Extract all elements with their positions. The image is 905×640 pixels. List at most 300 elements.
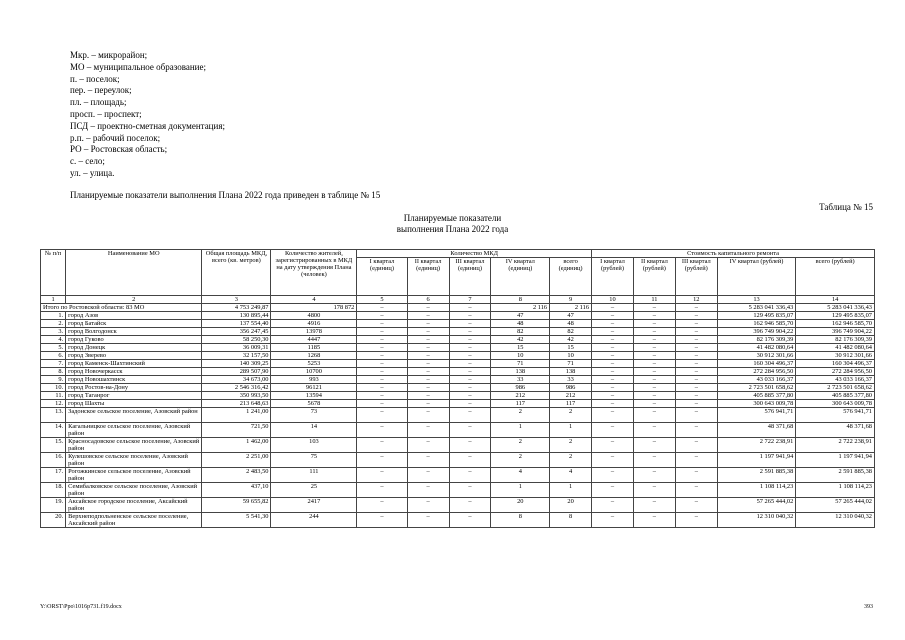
row-residents: 10700: [271, 368, 357, 376]
table-row: [41, 400, 875, 408]
row-q1-units: –: [357, 384, 407, 392]
row-area: 32 157,50: [202, 352, 271, 360]
table-row: [41, 483, 875, 498]
header-mkd-group: Количество МКД: [357, 250, 592, 258]
header-q2-units: II квартал (единиц): [407, 258, 449, 296]
row-q1-units: –: [357, 438, 407, 453]
total-cell: 2 116: [491, 304, 550, 312]
row-q3-units: –: [449, 344, 491, 352]
row-q2-units: –: [407, 320, 449, 328]
title-line-2: выполнения Плана 2022 года: [396, 224, 509, 234]
row-q3-units: –: [449, 352, 491, 360]
row-q3-rub: –: [675, 468, 717, 483]
row-num: 11.: [41, 392, 66, 400]
row-q2-units: –: [407, 392, 449, 400]
row-q1-units: –: [357, 344, 407, 352]
row-q3-units: –: [449, 376, 491, 384]
abbreviation-item: просп. – проспект;: [70, 108, 142, 119]
row-area: 36 009,31: [202, 344, 271, 352]
table-row: [41, 468, 875, 483]
row-num: 2.: [41, 320, 66, 328]
row-q3-units: –: [449, 384, 491, 392]
row-q3-units: –: [449, 498, 491, 513]
row-q1-rub: –: [592, 392, 634, 400]
abbreviation-item: п. – поселок;: [70, 73, 120, 84]
row-area: 437,10: [202, 483, 271, 498]
total-cell: 5 283 041 336,43: [796, 304, 875, 312]
row-area: 137 554,40: [202, 320, 271, 328]
row-q3-rub: –: [675, 400, 717, 408]
row-q2-rub: –: [633, 408, 675, 423]
row-total-rub: 57 265 444,02: [796, 498, 875, 513]
row-residents: 103: [271, 438, 357, 453]
row-total-units: 2: [550, 408, 592, 423]
table-row: [41, 453, 875, 468]
row-total-units: 2: [550, 438, 592, 453]
abbreviation-item: с. – село;: [70, 156, 105, 167]
column-number: 5: [357, 296, 407, 304]
row-num: 13.: [41, 408, 66, 423]
row-q3-rub: –: [675, 408, 717, 423]
row-total-units: 138: [550, 368, 592, 376]
row-total-units: 10: [550, 352, 592, 360]
row-mo-name: город Азов: [66, 312, 202, 320]
row-mo-name: город Новочеркасск: [66, 368, 202, 376]
intro-text: Планируемые показатели выполнения Плана 2022 года приведен в таблице № 15: [70, 190, 381, 200]
row-num: 7.: [41, 360, 66, 368]
row-area: 130 895,44: [202, 312, 271, 320]
row-total-rub: 30 912 301,66: [796, 352, 875, 360]
row-q1-rub: –: [592, 423, 634, 438]
row-total-rub: 12 310 040,32: [796, 513, 875, 528]
row-q4-units: 986: [491, 384, 550, 392]
table-row: [41, 352, 875, 360]
row-mo-name: Рогожкинское сельское поселение, Азовский район: [66, 468, 202, 483]
row-q3-rub: –: [675, 336, 717, 344]
column-number: 9: [550, 296, 592, 304]
row-q1-rub: –: [592, 312, 634, 320]
table-number: Таблица № 15: [819, 202, 873, 212]
row-mo-name: город Зверево: [66, 352, 202, 360]
row-total-rub: 48 371,68: [796, 423, 875, 438]
row-q1-units: –: [357, 336, 407, 344]
row-q4-units: 48: [491, 320, 550, 328]
row-total-units: 47: [550, 312, 592, 320]
row-total-units: 20: [550, 498, 592, 513]
row-mo-name: Кулешовское сельское поселение, Азовский район: [66, 453, 202, 468]
row-area: 2 483,50: [202, 468, 271, 483]
row-q1-rub: –: [592, 438, 634, 453]
page-number: 393: [864, 604, 873, 610]
row-q4-units: 138: [491, 368, 550, 376]
row-q1-units: –: [357, 513, 407, 528]
header-area: Общая площадь МКД, всего (кв. метров): [202, 250, 271, 296]
row-q2-units: –: [407, 384, 449, 392]
row-q4-rub: 41 482 080,64: [717, 344, 796, 352]
column-number: 1: [41, 296, 66, 304]
header-q3-units: III квартал (единиц): [449, 258, 491, 296]
row-residents: 25: [271, 483, 357, 498]
row-q1-units: –: [357, 320, 407, 328]
abbreviation-item: пл. – площадь;: [70, 97, 127, 108]
plan-table: [40, 249, 875, 528]
row-area: 721,50: [202, 423, 271, 438]
table-row: [41, 312, 875, 320]
table-row: [41, 344, 875, 352]
row-area: 2 251,00: [202, 453, 271, 468]
row-q2-rub: –: [633, 360, 675, 368]
row-q1-rub: –: [592, 513, 634, 528]
row-total-rub: 2 723 501 658,62: [796, 384, 875, 392]
row-q4-units: 82: [491, 328, 550, 336]
row-residents: 13594: [271, 392, 357, 400]
abbreviation-item: МО – муниципальное образование;: [70, 61, 206, 72]
row-q4-rub: 160 304 496,37: [717, 360, 796, 368]
row-q4-rub: 48 371,68: [717, 423, 796, 438]
row-q1-units: –: [357, 400, 407, 408]
row-q2-rub: –: [633, 392, 675, 400]
total-cell: 178 872: [271, 304, 357, 312]
row-total-units: 1: [550, 483, 592, 498]
row-q2-rub: –: [633, 336, 675, 344]
header-num: № п/п: [41, 250, 66, 296]
row-total-rub: 576 941,71: [796, 408, 875, 423]
abbreviation-item: р.п. – рабочий поселок;: [70, 132, 161, 143]
row-q2-units: –: [407, 328, 449, 336]
header-cost-group: Стоимость капитального ремонта: [592, 250, 875, 258]
table-row: [41, 328, 875, 336]
table-row: [41, 360, 875, 368]
row-q1-units: –: [357, 468, 407, 483]
row-q4-rub: 30 912 301,66: [717, 352, 796, 360]
row-q2-rub: –: [633, 513, 675, 528]
row-q3-units: –: [449, 453, 491, 468]
header-mo: Наименование МО: [66, 250, 202, 296]
row-area: 2 546 316,42: [202, 384, 271, 392]
row-q4-rub: 2 723 501 658,62: [717, 384, 796, 392]
abbreviation-item: Мкр. – микрорайон;: [70, 50, 148, 60]
row-q4-units: 117: [491, 400, 550, 408]
row-q2-units: –: [407, 400, 449, 408]
row-q4-units: 42: [491, 336, 550, 344]
row-total-rub: 82 176 309,39: [796, 336, 875, 344]
row-q3-units: –: [449, 320, 491, 328]
row-residents: 75: [271, 453, 357, 468]
row-q3-units: –: [449, 423, 491, 438]
table-row: [41, 368, 875, 376]
row-area: 1 241,00: [202, 408, 271, 423]
row-q1-units: –: [357, 352, 407, 360]
header-q4-rub: IV квартал (рублей): [717, 258, 796, 296]
total-cell: 4 753 249,87: [202, 304, 271, 312]
row-q1-rub: –: [592, 328, 634, 336]
column-number: 12: [675, 296, 717, 304]
row-residents: 993: [271, 376, 357, 384]
row-q3-rub: –: [675, 483, 717, 498]
table-row: [41, 513, 875, 528]
row-total-rub: 405 885 377,80: [796, 392, 875, 400]
row-q4-units: 2: [491, 453, 550, 468]
row-q1-rub: –: [592, 400, 634, 408]
row-mo-name: город Новошахтинск: [66, 376, 202, 384]
row-residents: 4800: [271, 312, 357, 320]
abbreviation-item: ПСД – проектно-сметная документация;: [70, 120, 225, 131]
row-num: 4.: [41, 336, 66, 344]
row-q3-rub: –: [675, 384, 717, 392]
row-q2-rub: –: [633, 352, 675, 360]
table-row: [41, 336, 875, 344]
row-q2-units: –: [407, 336, 449, 344]
row-q2-rub: –: [633, 498, 675, 513]
row-q4-rub: 405 885 377,80: [717, 392, 796, 400]
row-q1-units: –: [357, 312, 407, 320]
row-q3-units: –: [449, 360, 491, 368]
row-total-units: 82: [550, 328, 592, 336]
row-q3-rub: –: [675, 352, 717, 360]
row-mo-name: Задонское сельское поселение, Азовский район: [66, 408, 202, 423]
row-residents: 1268: [271, 352, 357, 360]
row-q1-rub: –: [592, 336, 634, 344]
abbreviations-list: [70, 50, 225, 180]
row-q2-units: –: [407, 483, 449, 498]
row-total-units: 8: [550, 513, 592, 528]
row-mo-name: город Гуково: [66, 336, 202, 344]
row-mo-name: город Волгодонск: [66, 328, 202, 336]
row-q1-units: –: [357, 360, 407, 368]
row-q3-units: –: [449, 328, 491, 336]
row-q4-units: 2: [491, 438, 550, 453]
row-area: 356 247,45: [202, 328, 271, 336]
header-q1-units: I квартал (единиц): [357, 258, 407, 296]
row-mo-name: город Батайск: [66, 320, 202, 328]
row-num: 20.: [41, 513, 66, 528]
row-area: 140 309,25: [202, 360, 271, 368]
row-q3-rub: –: [675, 328, 717, 336]
header-q1-rub: I квартал (рублей): [592, 258, 634, 296]
title-line-1: Планируемые показатели: [403, 213, 502, 223]
row-total-rub: 2 722 238,91: [796, 438, 875, 453]
row-q4-rub: 1 197 941,94: [717, 453, 796, 468]
table-row: [41, 423, 875, 438]
row-residents: 5253: [271, 360, 357, 368]
header-q2-rub: II квартал (рублей): [633, 258, 675, 296]
row-q1-rub: –: [592, 384, 634, 392]
table-row: [41, 438, 875, 453]
row-q1-units: –: [357, 423, 407, 438]
row-q1-rub: –: [592, 453, 634, 468]
column-number: 3: [202, 296, 271, 304]
row-area: 213 648,63: [202, 400, 271, 408]
row-total-units: 986: [550, 384, 592, 392]
row-residents: 14: [271, 423, 357, 438]
row-q3-units: –: [449, 408, 491, 423]
column-number: 14: [796, 296, 875, 304]
row-q4-units: 10: [491, 352, 550, 360]
row-q4-units: 212: [491, 392, 550, 400]
row-q3-rub: –: [675, 423, 717, 438]
row-q2-rub: –: [633, 453, 675, 468]
row-q2-units: –: [407, 344, 449, 352]
column-number: 7: [449, 296, 491, 304]
row-residents: 96121: [271, 384, 357, 392]
row-q1-rub: –: [592, 352, 634, 360]
row-num: 15.: [41, 438, 66, 453]
row-mo-name: город Таганрог: [66, 392, 202, 400]
row-q2-units: –: [407, 368, 449, 376]
row-residents: 4447: [271, 336, 357, 344]
row-num: 19.: [41, 498, 66, 513]
row-q2-rub: –: [633, 344, 675, 352]
row-q2-rub: –: [633, 320, 675, 328]
row-q1-rub: –: [592, 498, 634, 513]
row-q3-units: –: [449, 312, 491, 320]
row-q1-rub: –: [592, 408, 634, 423]
row-num: 5.: [41, 344, 66, 352]
row-q1-rub: –: [592, 344, 634, 352]
row-residents: 4916: [271, 320, 357, 328]
row-q2-rub: –: [633, 384, 675, 392]
table-row: [41, 376, 875, 384]
header-residents: Количество жителей, зарегистрированных в МКД на дату утверждения Плана (человек): [271, 250, 357, 296]
row-total-units: 42: [550, 336, 592, 344]
row-q4-units: 15: [491, 344, 550, 352]
header-q4-units: IV квартал (единиц): [491, 258, 550, 296]
row-total-units: 2: [550, 453, 592, 468]
total-cell: –: [357, 304, 407, 312]
row-q2-rub: –: [633, 483, 675, 498]
row-q1-units: –: [357, 498, 407, 513]
row-q2-units: –: [407, 360, 449, 368]
row-num: 16.: [41, 453, 66, 468]
row-q1-units: –: [357, 408, 407, 423]
column-number: 8: [491, 296, 550, 304]
row-q4-rub: 129 495 835,07: [717, 312, 796, 320]
row-q2-units: –: [407, 468, 449, 483]
total-cell: –: [407, 304, 449, 312]
row-q4-rub: 57 265 444,02: [717, 498, 796, 513]
total-label: Итого по Ростовской области: 83 МО: [41, 304, 202, 312]
row-q3-rub: –: [675, 498, 717, 513]
row-q1-rub: –: [592, 483, 634, 498]
row-area: 289 507,90: [202, 368, 271, 376]
row-q4-units: 1: [491, 483, 550, 498]
row-num: 18.: [41, 483, 66, 498]
row-q3-rub: –: [675, 513, 717, 528]
row-total-units: 15: [550, 344, 592, 352]
row-area: 34 673,00: [202, 376, 271, 384]
row-q2-rub: –: [633, 368, 675, 376]
row-total-units: 4: [550, 468, 592, 483]
row-q2-units: –: [407, 376, 449, 384]
row-area: 59 655,82: [202, 498, 271, 513]
row-total-rub: 300 643 009,78: [796, 400, 875, 408]
row-num: 1.: [41, 312, 66, 320]
row-residents: 244: [271, 513, 357, 528]
row-q2-units: –: [407, 408, 449, 423]
row-q3-units: –: [449, 513, 491, 528]
row-q4-rub: 162 946 585,70: [717, 320, 796, 328]
row-q1-rub: –: [592, 320, 634, 328]
row-q3-rub: –: [675, 376, 717, 384]
row-q1-units: –: [357, 328, 407, 336]
row-q4-units: 71: [491, 360, 550, 368]
row-q3-rub: –: [675, 320, 717, 328]
total-cell: 5 283 041 336,43: [717, 304, 796, 312]
row-q2-rub: –: [633, 328, 675, 336]
row-num: 10.: [41, 384, 66, 392]
row-total-rub: 396 749 904,22: [796, 328, 875, 336]
row-q3-rub: –: [675, 360, 717, 368]
row-total-rub: 1 197 941,94: [796, 453, 875, 468]
row-q2-rub: –: [633, 376, 675, 384]
row-num: 17.: [41, 468, 66, 483]
row-q3-units: –: [449, 468, 491, 483]
row-q2-units: –: [407, 453, 449, 468]
row-mo-name: Семибалковское сельское поселение, Азовский район: [66, 483, 202, 498]
row-q2-units: –: [407, 423, 449, 438]
header-total-rub: всего (рублей): [796, 258, 875, 296]
row-q3-rub: –: [675, 312, 717, 320]
table-row: [41, 384, 875, 392]
row-area: 5 541,30: [202, 513, 271, 528]
row-mo-name: Кагальницкое сельское поселение, Азовский район: [66, 423, 202, 438]
column-number: 10: [592, 296, 634, 304]
abbreviation-item: пер. – переулок;: [70, 85, 132, 96]
row-total-rub: 272 284 956,50: [796, 368, 875, 376]
row-mo-name: Красносадовское сельское поселение, Азовский район: [66, 438, 202, 453]
row-q2-rub: –: [633, 438, 675, 453]
row-q4-units: 8: [491, 513, 550, 528]
column-number-row: [41, 296, 875, 304]
row-total-rub: 41 482 080,64: [796, 344, 875, 352]
row-q4-units: 47: [491, 312, 550, 320]
row-q2-units: –: [407, 513, 449, 528]
row-residents: 5678: [271, 400, 357, 408]
row-mo-name: город Шахты: [66, 400, 202, 408]
row-q2-rub: –: [633, 423, 675, 438]
row-q1-rub: –: [592, 376, 634, 384]
row-q3-rub: –: [675, 392, 717, 400]
row-total-rub: 43 033 166,37: [796, 376, 875, 384]
total-row: [41, 304, 875, 312]
row-q1-units: –: [357, 376, 407, 384]
row-q1-units: –: [357, 453, 407, 468]
abbreviation-item: РО – Ростовская область;: [70, 144, 168, 155]
row-q4-units: 20: [491, 498, 550, 513]
column-number: 13: [717, 296, 796, 304]
header-total-units: всего (единиц): [550, 258, 592, 296]
row-area: 58 250,30: [202, 336, 271, 344]
row-q3-units: –: [449, 400, 491, 408]
row-q4-units: 2: [491, 408, 550, 423]
row-total-rub: 129 495 835,07: [796, 312, 875, 320]
row-residents: 2417: [271, 498, 357, 513]
row-q4-rub: 12 310 040,32: [717, 513, 796, 528]
table-row: [41, 498, 875, 513]
row-q1-units: –: [357, 368, 407, 376]
row-q3-rub: –: [675, 438, 717, 453]
row-q2-rub: –: [633, 400, 675, 408]
row-q1-units: –: [357, 392, 407, 400]
row-mo-name: Верхнеподпольненское сельское поселение, Аксайский район: [66, 513, 202, 528]
table-row: [41, 320, 875, 328]
row-num: 6.: [41, 352, 66, 360]
row-total-units: 117: [550, 400, 592, 408]
total-cell: –: [633, 304, 675, 312]
abbreviation-item: ул. – улица.: [70, 167, 115, 178]
row-q4-rub: 272 284 956,50: [717, 368, 796, 376]
row-q4-rub: 576 941,71: [717, 408, 796, 423]
